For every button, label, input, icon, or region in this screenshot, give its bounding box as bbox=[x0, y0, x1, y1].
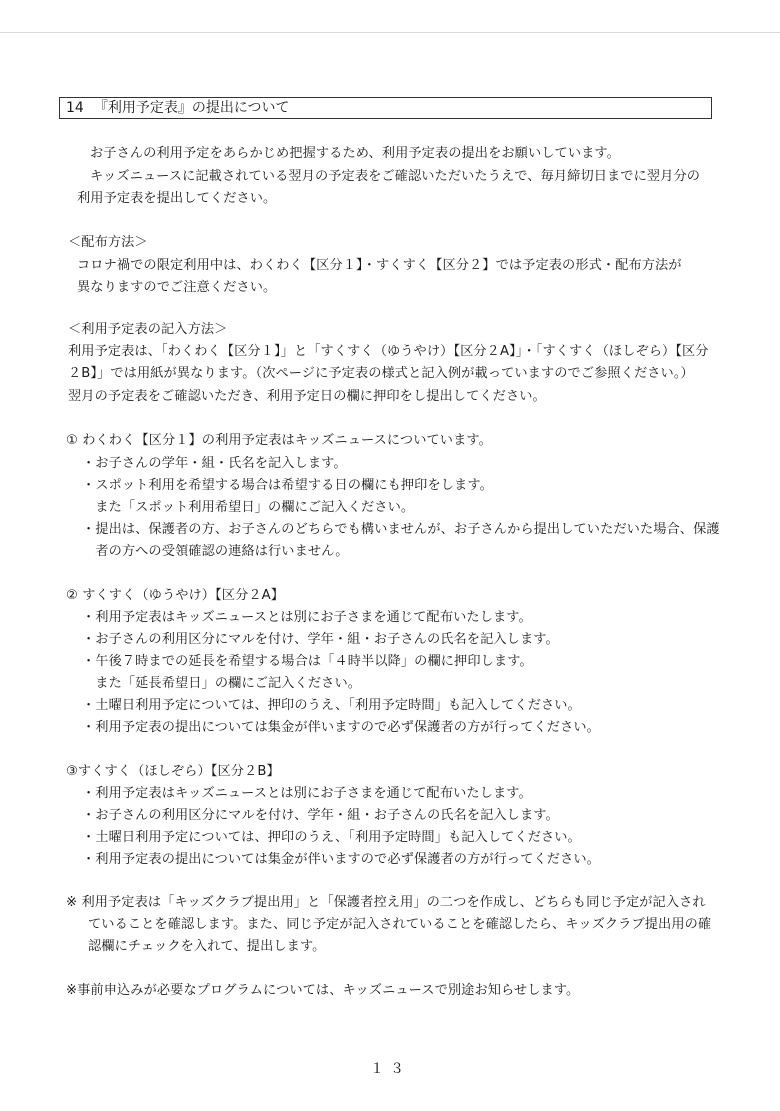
section1-line: ・お子さんの学年・組・氏名を記入します。 bbox=[82, 456, 347, 471]
distribution-heading: ＜配布方法＞ bbox=[68, 235, 148, 250]
section1-title: ① わくわく【区分１】の利用予定表はキッズニュースについています。 bbox=[66, 433, 492, 448]
intro-line: キッズニュースに記載されている翌月の予定表をご確認いただいたうえで、毎月締切日までに翌月分の bbox=[90, 169, 701, 184]
section3-line: ・お子さんの利用区分にマルを付け、学年・組・お子さんの氏名を記入します。 bbox=[82, 808, 559, 823]
section-number: 14 bbox=[66, 100, 84, 116]
section3-line: ・土曜日利用予定については、押印のうえ、「利用予定時間」も記入してください。 bbox=[82, 830, 581, 845]
section1-line: 者の方への受領確認の連絡は行いません。 bbox=[82, 544, 349, 559]
section2-line: ・利用予定表の提出については集金が伴いますので必ず保護者の方が行ってください。 bbox=[82, 720, 600, 735]
howto-line: 利用予定表は、「わくわく【区分１】」と「すくすく（ゆうやけ）【区分２A】」・「すくすく（ほしぞら）【区分 bbox=[68, 344, 709, 359]
section1-line: ・スポット利用を希望する場合は希望する日の欄にも押印をします。 bbox=[82, 478, 493, 493]
program-note: ※事前申込みが必要なプログラムについては、キッズニュースで別途お知らせします。 bbox=[66, 983, 580, 998]
note-line: ※ 利用予定表は「キッズクラブ提出用」と「保護者控え用」の二つを作成し、どちらも同じ予定が記入され bbox=[66, 895, 706, 910]
section3-title: ③すくすく（ほしぞら）【区分２B】 bbox=[66, 764, 280, 779]
section2-line: また「延長希望日」の欄にご記入ください。 bbox=[82, 676, 362, 691]
section3-line: ・利用予定表はキッズニュースとは別にお子さまを通じて配布いたします。 bbox=[82, 786, 532, 801]
section1-line: ・提出は、保護者の方、お子さんのどちらでも構いませんが、お子さんから提出していただいた場合、保護 bbox=[82, 522, 720, 537]
section2-line: ・午後７時までの延長を希望する場合は「４時半以降」の欄に押印します。 bbox=[82, 654, 533, 669]
intro-line: 利用予定表を提出してください。 bbox=[77, 191, 277, 206]
section-title: 『利用予定表』の提出について bbox=[93, 100, 290, 116]
howto-line: 翌月の予定表をご確認いただき、利用予定日の欄に押印をし提出してください。 bbox=[68, 389, 546, 404]
intro-line: お子さんの利用予定をあらかじめ把握するため、利用予定表の提出をお願いしています。 bbox=[90, 146, 620, 161]
howto-heading: ＜利用予定表の記入方法＞ bbox=[68, 322, 228, 337]
note-line: 認欄にチェックを入れて、提出します。 bbox=[88, 939, 326, 954]
section3-line: ・利用予定表の提出については集金が伴いますので必ず保護者の方が行ってください。 bbox=[82, 852, 600, 867]
section2-line: ・お子さんの利用区分にマルを付け、学年・組・お子さんの氏名を記入します。 bbox=[82, 632, 559, 647]
distribution-line: 異なりますのでご注意ください。 bbox=[77, 280, 277, 295]
howto-line: ２B】」では用紙が異なります。（次ページに予定表の様式と記入例が載っていますのでご参照ください。） bbox=[68, 366, 694, 381]
section2-line: ・土曜日利用予定については、押印のうえ、「利用予定時間」も記入してください。 bbox=[82, 698, 581, 713]
section-heading bbox=[59, 97, 712, 119]
distribution-line: コロナ禍での限定利用中は、わくわく【区分１】・すくすく【区分２】では予定表の形式・配布方法が bbox=[77, 258, 682, 273]
section1-line: また「スポット利用希望日」の欄にご記入ください。 bbox=[82, 500, 415, 515]
note-line: ていることを確認します。また、同じ予定が記入されていることを確認したら、キッズクラブ提出用の確 bbox=[88, 917, 712, 932]
page-number: １３ bbox=[370, 1061, 410, 1077]
section2-line: ・利用予定表はキッズニュースとは別にお子さまを通じて配布いたします。 bbox=[82, 610, 532, 625]
top-rule bbox=[0, 32, 780, 33]
section2-title: ② すくすく（ゆうやけ）【区分２A】 bbox=[66, 588, 285, 603]
